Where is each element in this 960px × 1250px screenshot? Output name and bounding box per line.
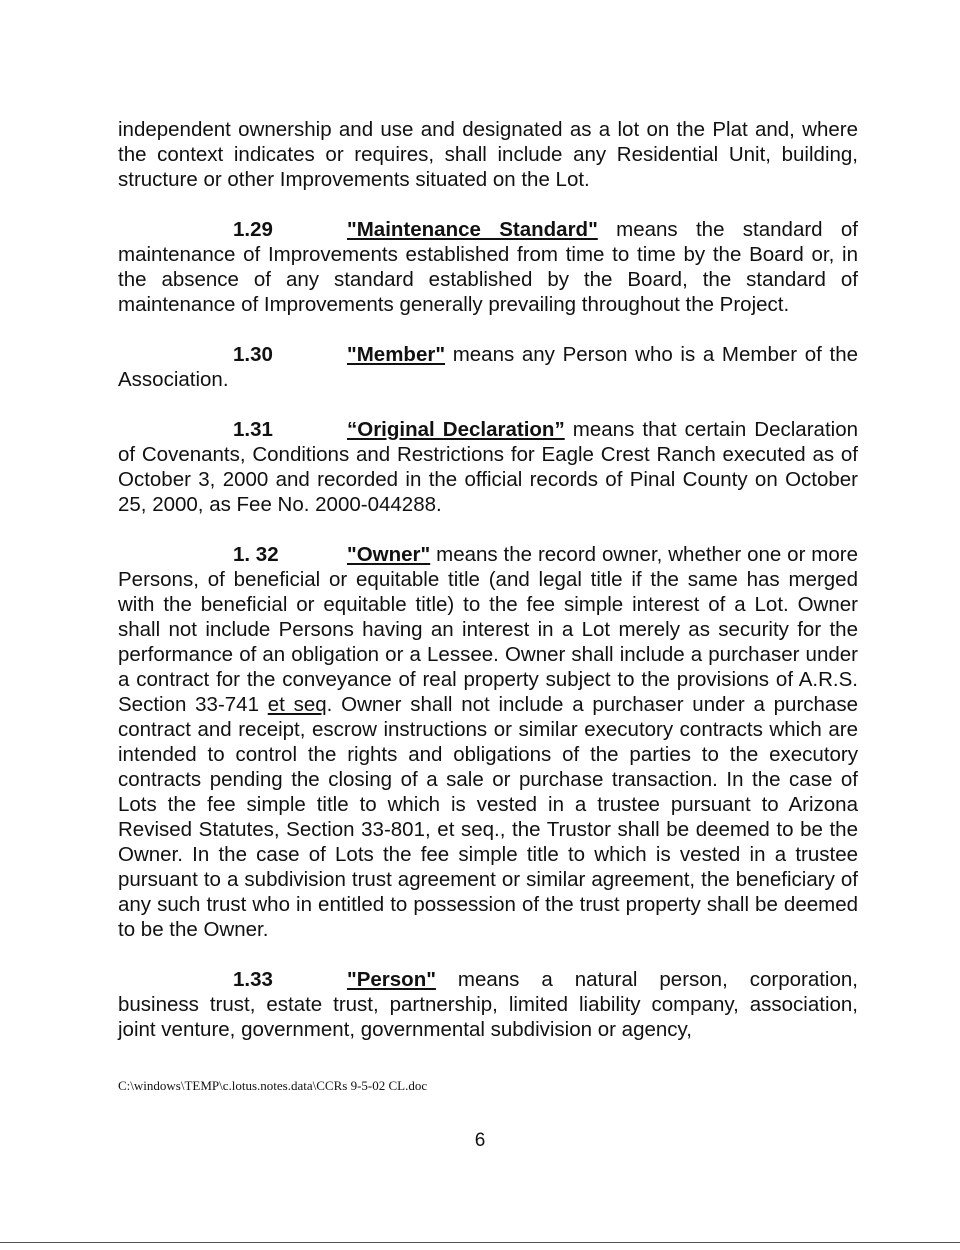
section-number: 1.31	[233, 418, 273, 441]
page-number: 6	[474, 1130, 486, 1151]
section-text: means any Person who is a Member of the Association.	[118, 343, 858, 391]
intro-text: independent ownership and use and designated as a lot on the Plat and, where the context indicates or requires, shall include any Residential Unit, building, structure or other Improvements situated on the Lot.	[118, 118, 858, 191]
defined-term: "Owner"	[347, 543, 431, 566]
intro-paragraph	[118, 117, 858, 192]
section-text: means the standard of maintenance of Improvements established from time to time by the Board or, in the absence of any standard established by the Board, the standard of maintenance of Improvements generally prevailing throughout the Project.	[118, 218, 859, 316]
section-1-31	[118, 417, 858, 517]
defined-term: "Person"	[347, 968, 436, 991]
footer-file-path: C:\windows\TEMP\c.lotus.notes.data\CCRs 9-5-02 CL.doc	[118, 1078, 428, 1093]
section-number: 1.30	[233, 343, 273, 366]
document-body	[118, 117, 858, 1067]
defined-term: "Maintenance Standard"	[347, 218, 598, 241]
section-1-30	[118, 342, 858, 392]
section-1-33	[118, 967, 858, 1042]
bottom-divider	[0, 1242, 960, 1243]
defined-term: "Member"	[347, 343, 446, 366]
section-text-part-b: . Owner shall not include a purchaser under a purchase contract and receipt, escrow instructions or similar executory contracts which are intended to control the rights and obligations of the parties to the executory contracts pending the closing of a sale or purchase transaction. In the case of Lots the fee simple title to which is vested in a trustee pursuant to Arizona Revised Statutes, Section 33-801, et seq., the Trustor shall be deemed to be the Owner. In the case of Lots the fee simple title to which is vested in a trustee pursuant to a subdivision trust agreement or similar agreement, the beneficiary of any such trust who in entitled to possession of the trust property shall be deemed to be the Owner.	[118, 693, 858, 941]
section-number: 1. 32	[233, 543, 279, 566]
section-1-32	[118, 542, 858, 942]
section-text: means that certain Declaration of Covenants, Conditions and Restrictions for Eagle Crest Ranch executed as of October 3, 2000 and recorded in the official records of Pinal County on October 25, 2000, as Fee No. 2000-044288.	[118, 418, 858, 516]
et-seq-underlined: et seq	[267, 693, 327, 716]
section-1-29	[118, 217, 858, 317]
section-number: 1.29	[233, 218, 273, 241]
section-number: 1.33	[233, 968, 273, 991]
defined-term: “Original Declaration”	[347, 418, 565, 441]
section-text: means a natural person, corporation, business trust, estate trust, partnership, limited liability company, association, joint venture, government, governmental subdivision or agency,	[118, 968, 858, 1041]
section-text-part-a: means the record owner, whether one or more Persons, of beneficial or equitable title (and legal title if the same has merged with the beneficial or equitable title) to the fee simple interest of a Lot. Owner shall not include Persons having an interest in a Lot merely as security for the performance of an obligation or a Lessee. Owner shall include a purchaser under a contract for the conveyance of real property subject to the provisions of A.R.S. Section 33-741	[118, 543, 858, 716]
